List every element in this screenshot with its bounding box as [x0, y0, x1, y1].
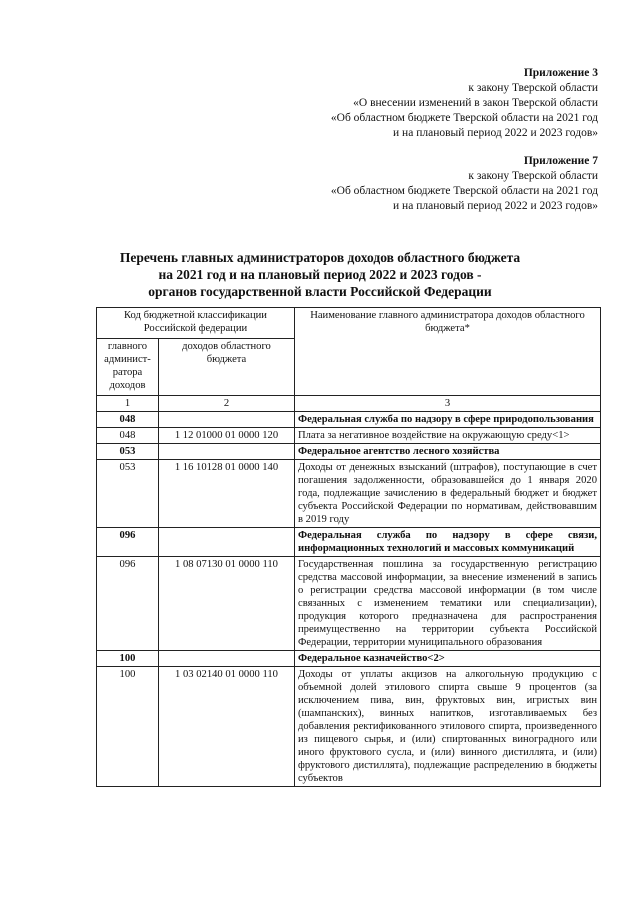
- admin-name-cell: Федеральное агентство лесного хозяйства: [295, 444, 601, 460]
- document-title-line: на 2021 год и на плановый период 2022 и 2023 годов -: [158, 267, 482, 282]
- column-number: 1: [97, 396, 159, 412]
- admin-code-cell: 048: [97, 428, 159, 444]
- appendix-3-line: «О внесении изменений в закон Тверской области: [353, 97, 598, 109]
- income-code-cell: 1 03 02140 01 0000 110: [159, 667, 295, 787]
- admin-name-cell: Федеральная служба по надзору в сфере связи, информационных технологий и массовых коммуникаций: [295, 528, 601, 557]
- appendix-7-line: к закону Тверской области: [468, 170, 598, 182]
- header-budget-code-group: Код бюджетной классификации Российской федерации: [97, 308, 295, 339]
- table-row: [97, 428, 601, 444]
- income-code-cell: 1 08 07130 01 0000 110: [159, 557, 295, 651]
- income-code-cell: [159, 412, 295, 428]
- column-number-row: [97, 396, 601, 412]
- table-header-row: [97, 308, 601, 339]
- admin-code-cell: 053: [97, 444, 159, 460]
- admin-code-cell: 100: [97, 651, 159, 667]
- admin-code-cell: 096: [97, 528, 159, 557]
- appendix-3-header: [331, 66, 598, 141]
- table-row: [97, 460, 601, 528]
- income-code-cell: [159, 651, 295, 667]
- income-name-cell: Государственная пошлина за государственную регистрацию средства массовой информации, за внесение изменений в запись о регистрации средства массовой информации (в том числе связанных с изменением тематики или специализации), продукция которого предназначена для распространения преимущественно на территории субъекта Российской Федерации, территории муниципального образования: [295, 557, 601, 651]
- header-admin-code-column: главного админист-ратора доходов: [97, 339, 159, 396]
- header-name-column: Наименование главного администратора доходов областного бюджета*: [295, 308, 601, 396]
- admin-name-cell: Федеральная служба по надзору в сфере природопользования: [295, 412, 601, 428]
- column-number: 2: [159, 396, 295, 412]
- admin-code-cell: 096: [97, 557, 159, 651]
- document-title: [40, 249, 600, 300]
- admin-code-cell: 100: [97, 667, 159, 787]
- appendix-3-title: Приложение 3: [523, 67, 598, 79]
- table-row: [97, 412, 601, 428]
- appendix-7-title: Приложение 7: [523, 155, 598, 167]
- admin-code-cell: 053: [97, 460, 159, 528]
- table-row: [97, 528, 601, 557]
- income-code-cell: [159, 528, 295, 557]
- admin-code-cell: 048: [97, 412, 159, 428]
- appendix-3-line: «Об областном бюджете Тверской области на 2021 год: [330, 112, 598, 124]
- table-row: [97, 557, 601, 651]
- income-name-cell: Доходы от уплаты акцизов на алкогольную продукцию с объемной долей этилового спирта свыше 9 процентов (за исключением пива, вин, фруктовых вин, игристых вин (шампанских), винных напитков, изготавливаемых без добавления ректификованного этилового спирта, произведенного из пищевого сырья, и (или) спиртованных виноградного или иного фруктового сусла, и (или) винного дистиллята, и (или) фруктового дистиллята), подлежащие распределению в бюджеты субъектов: [295, 667, 601, 787]
- income-code-cell: 1 16 10128 01 0000 140: [159, 460, 295, 528]
- column-number: 3: [295, 396, 601, 412]
- income-name-cell: Доходы от денежных взысканий (штрафов), поступающие в счет погашения задолженности, образовавшейся до 1 января 2020 года, подлежащие зачислению в федеральный бюджет и бюджет субъекта Российской Федерации по нормативам, действовавшим в 2019 году: [295, 460, 601, 528]
- table-row: [97, 651, 601, 667]
- appendix-3-line: к закону Тверской области: [468, 82, 598, 94]
- income-code-cell: 1 12 01000 01 0000 120: [159, 428, 295, 444]
- admin-name-cell: Федеральное казначейство<2>: [295, 651, 601, 667]
- appendix-7-header: [331, 154, 598, 214]
- administrators-table: [96, 307, 601, 787]
- appendix-7-line: «Об областном бюджете Тверской области на 2021 год: [330, 185, 598, 197]
- table-row: [97, 667, 601, 787]
- income-code-cell: [159, 444, 295, 460]
- document-title-line: Перечень главных администраторов доходов областного бюджета: [119, 250, 521, 265]
- appendix-7-line: и на плановый период 2022 и 2023 годов»: [393, 200, 598, 212]
- income-name-cell: Плата за негативное воздействие на окружающую среду<1>: [295, 428, 601, 444]
- table-row: [97, 444, 601, 460]
- appendix-3-line: и на плановый период 2022 и 2023 годов»: [393, 127, 598, 139]
- header-income-code-column: доходов областного бюджета: [159, 339, 295, 396]
- document-title-line: органов государственной власти Российской Федерации: [148, 284, 492, 299]
